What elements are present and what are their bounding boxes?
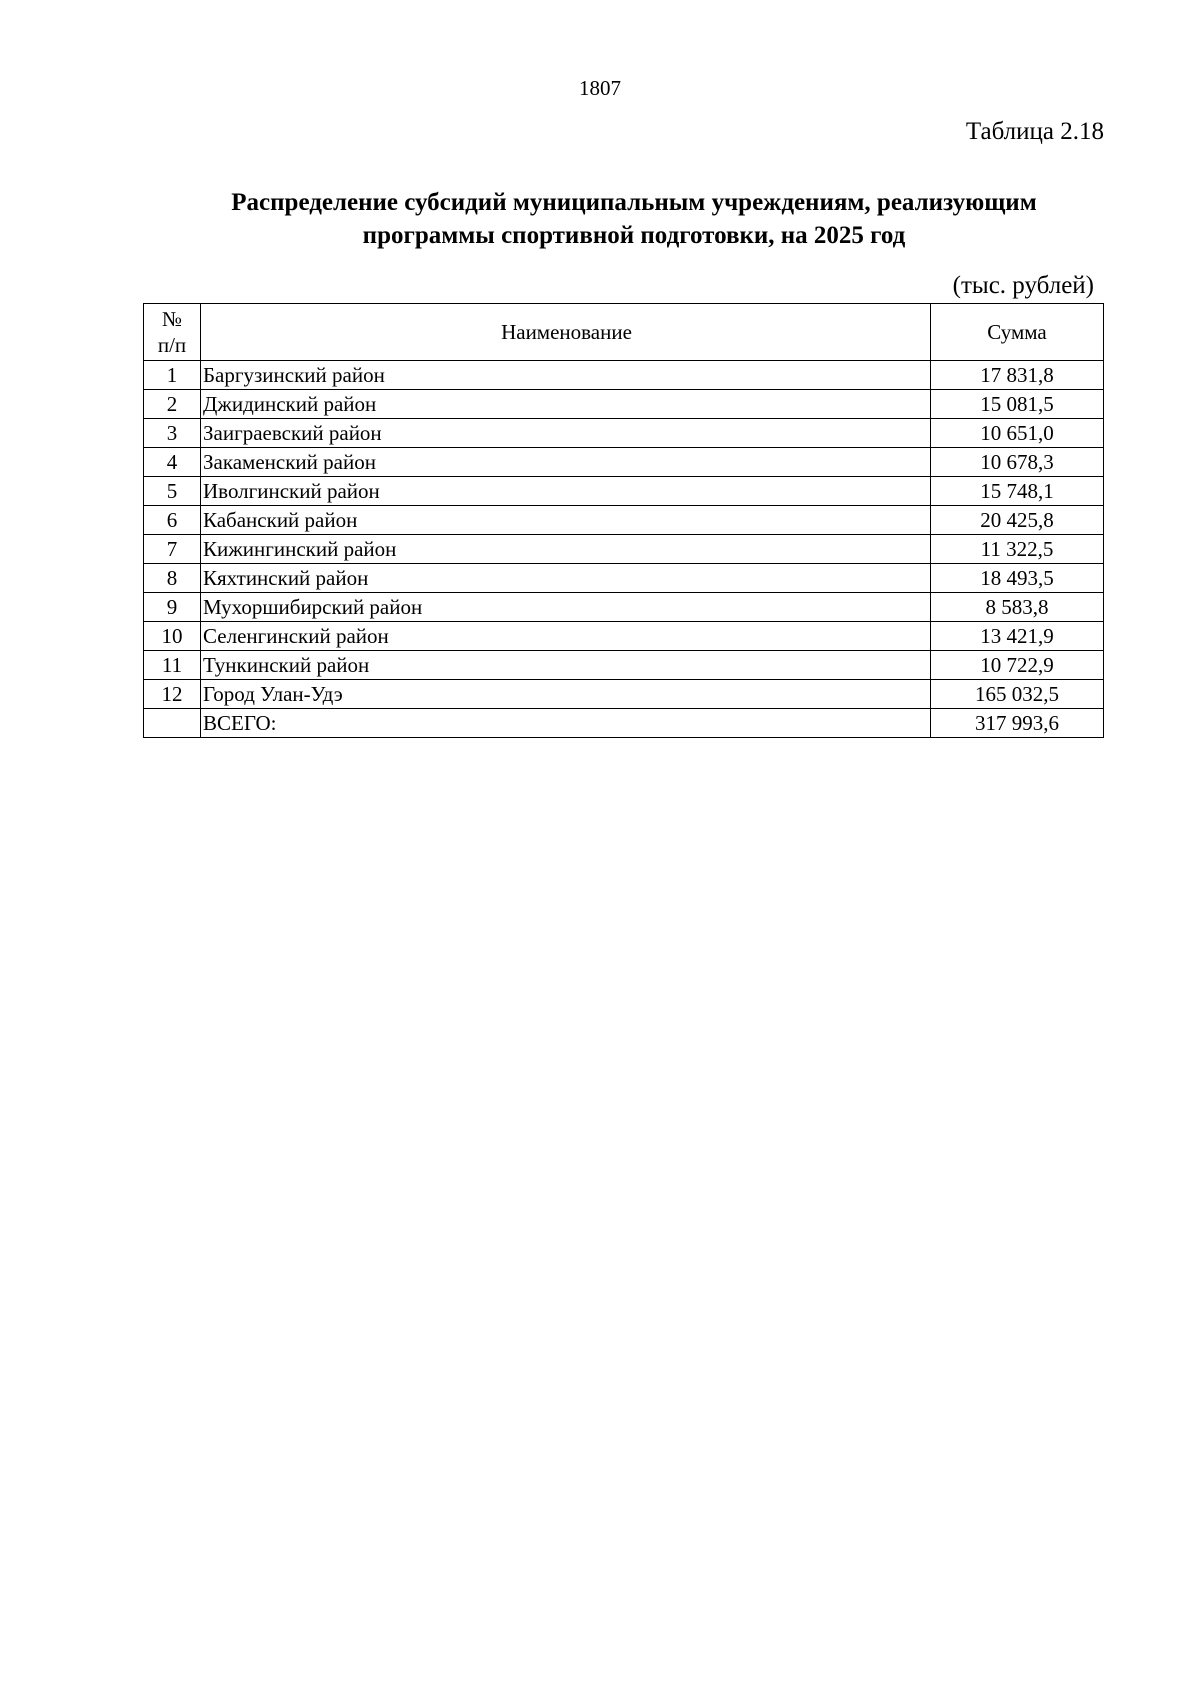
header-number-symbol: № [161, 307, 183, 331]
units-label: (тыс. рублей) [952, 272, 1094, 299]
row-sum: 18 493,5 [931, 564, 1104, 593]
table-row [144, 593, 1104, 622]
table-row [144, 448, 1104, 477]
subsidy-table [143, 303, 1104, 738]
header-number [144, 304, 201, 361]
row-number: 4 [144, 448, 201, 477]
row-sum: 15 081,5 [931, 390, 1104, 419]
row-sum: 10 651,0 [931, 419, 1104, 448]
row-name: Закаменский район [201, 448, 931, 477]
row-sum: 15 748,1 [931, 477, 1104, 506]
row-sum: 10 722,9 [931, 651, 1104, 680]
row-number: 2 [144, 390, 201, 419]
row-name: Мухоршибирский район [201, 593, 931, 622]
row-sum: 10 678,3 [931, 448, 1104, 477]
table-row [144, 622, 1104, 651]
table-row [144, 564, 1104, 593]
row-number [144, 709, 201, 738]
total-row [144, 709, 1104, 738]
row-name: Иволгинский район [201, 477, 931, 506]
row-name: Кижингинский район [201, 535, 931, 564]
row-number: 3 [144, 419, 201, 448]
row-number: 5 [144, 477, 201, 506]
table-label: Таблица 2.18 [965, 118, 1104, 145]
row-name: Кяхтинский район [201, 564, 931, 593]
title-line-2: программы спортивной подготовки, на 2025 год [362, 222, 906, 249]
row-number: 10 [144, 622, 201, 651]
row-name: Баргузинский район [201, 361, 931, 390]
row-number: 7 [144, 535, 201, 564]
row-name: Заиграевский район [201, 419, 931, 448]
page-number: 1807 [579, 76, 621, 100]
row-name: Селенгинский район [201, 622, 931, 651]
row-name: Джидинский район [201, 390, 931, 419]
table-row [144, 390, 1104, 419]
row-name: Город Улан-Удэ [201, 680, 931, 709]
row-sum: 17 831,8 [931, 361, 1104, 390]
title-line-1: Распределение субсидий муниципальным учреждениям, реализующим [231, 189, 1037, 216]
table-row [144, 680, 1104, 709]
row-name: Тункинский район [201, 651, 931, 680]
table-row [144, 419, 1104, 448]
row-number: 6 [144, 506, 201, 535]
row-number: 12 [144, 680, 201, 709]
table-row [144, 477, 1104, 506]
row-sum: 317 993,6 [931, 709, 1104, 738]
row-sum: 13 421,9 [931, 622, 1104, 651]
row-name: Кабанский район [201, 506, 931, 535]
table-row [144, 506, 1104, 535]
table-row [144, 361, 1104, 390]
header-number-abbr: п/п [157, 333, 187, 357]
header-name: Наименование [201, 304, 931, 361]
row-number: 9 [144, 593, 201, 622]
row-sum: 8 583,8 [931, 593, 1104, 622]
document-title [150, 186, 1118, 252]
row-number: 11 [144, 651, 201, 680]
table-body [144, 361, 1104, 738]
table-row [144, 535, 1104, 564]
row-sum: 20 425,8 [931, 506, 1104, 535]
table-row [144, 651, 1104, 680]
row-number: 8 [144, 564, 201, 593]
row-sum: 11 322,5 [931, 535, 1104, 564]
row-number: 1 [144, 361, 201, 390]
row-sum: 165 032,5 [931, 680, 1104, 709]
row-name: ВСЕГО: [201, 709, 931, 738]
table-header-row [144, 304, 1104, 361]
header-sum: Сумма [931, 304, 1104, 361]
